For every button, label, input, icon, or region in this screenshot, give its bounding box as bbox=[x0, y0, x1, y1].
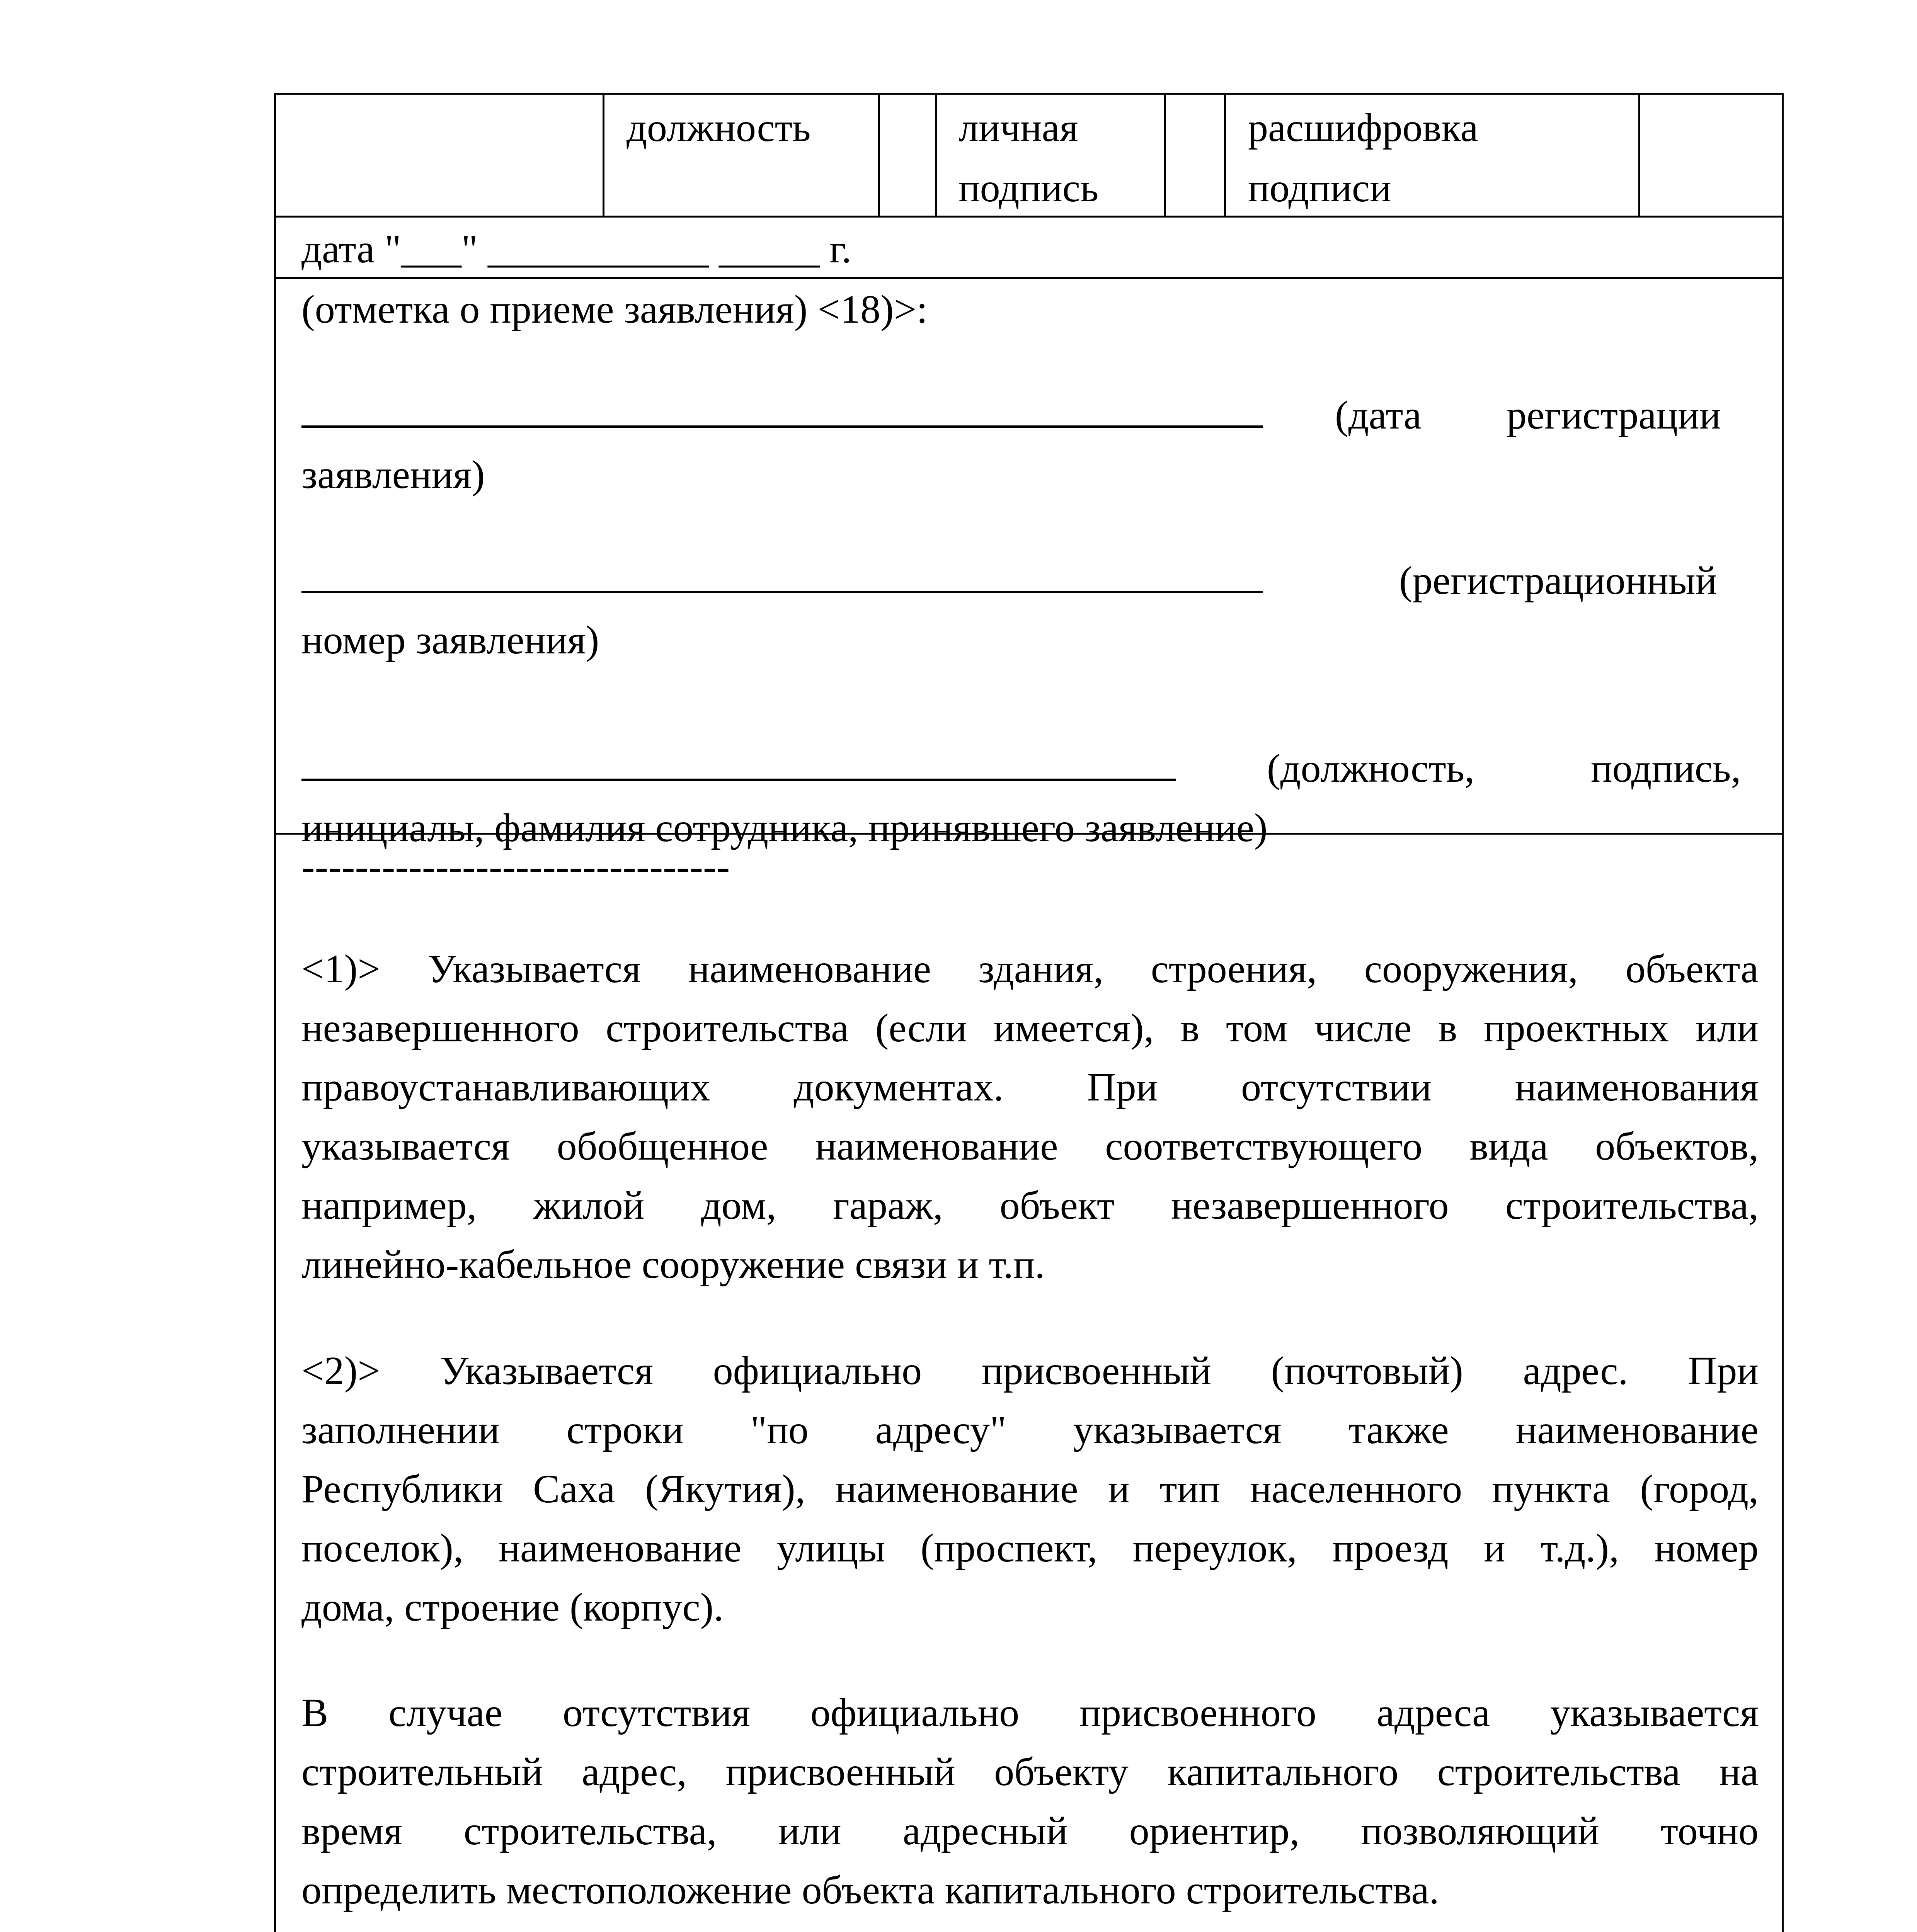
footnote-1-line: линейно-кабельное сооружение связи и т.п. bbox=[301, 1242, 1045, 1287]
acceptance-heading: (отметка о приеме заявления) <18)>: bbox=[301, 287, 928, 332]
employee-caption: подпись, bbox=[1591, 746, 1741, 791]
table-row-divider bbox=[276, 277, 1782, 279]
personal-signature-label: подпись bbox=[958, 166, 1099, 210]
footnote-2b-line: строительный адрес, присвоенный объекту капитального строительства на bbox=[301, 1750, 1759, 1794]
registration-date-caption: регистрации bbox=[1507, 393, 1721, 437]
blank-line bbox=[301, 552, 1263, 593]
personal-signature-label: личная bbox=[958, 105, 1078, 150]
footnote-2-line: Республики Саха (Якутия), наименование и тип населенного пункта (город, bbox=[301, 1467, 1759, 1511]
footnote-1-line: <1)> Указывается наименование здания, строения, сооружения, объекта bbox=[301, 947, 1759, 991]
footnote-1-line: например, жилой дом, гараж, объект незавершенного строительства, bbox=[301, 1183, 1759, 1228]
table-row-divider bbox=[276, 833, 1782, 835]
column-divider bbox=[878, 95, 880, 218]
position-label: должность bbox=[627, 105, 811, 150]
registration-number-caption: номер заявления) bbox=[301, 618, 599, 662]
column-divider bbox=[603, 95, 604, 218]
registration-number-blank bbox=[301, 550, 1263, 610]
registration-date-caption: (дата bbox=[1335, 393, 1422, 437]
column-divider bbox=[1638, 95, 1640, 218]
column-divider bbox=[935, 95, 937, 218]
signature-decoding-label: расшифровка bbox=[1248, 105, 1478, 150]
footnote-2-line: заполнении строки "по адресу" указывается также наименование bbox=[301, 1408, 1759, 1452]
footnote-1-line: указывается обобщенное наименование соответствующего вида объектов, bbox=[301, 1124, 1759, 1168]
date-line: дата "___" ___________ _____ г. bbox=[301, 227, 852, 271]
footnote-1-line: правоустанавливающих документах. При отсутствии наименования bbox=[301, 1065, 1759, 1109]
registration-date-caption: заявления) bbox=[301, 452, 485, 497]
footnote-2b-line: В случае отсутствия официально присвоенного адреса указывается bbox=[301, 1690, 1759, 1735]
footnote-2b-line: время строительства, или адресный ориентир, позволяющий точно bbox=[301, 1809, 1759, 1853]
footnote-2b-line: определить местоположение объекта капитального строительства. bbox=[301, 1868, 1439, 1912]
footnote-2-line: дома, строение (корпус). bbox=[301, 1585, 724, 1629]
employee-blank bbox=[301, 738, 1176, 798]
footnote-separator: -------------------------------- bbox=[301, 844, 730, 889]
employee-caption: (должность, bbox=[1267, 746, 1475, 791]
footnote-2-line: поселок), наименование улицы (проспект, переулок, проезд и т.д.), номер bbox=[301, 1526, 1759, 1570]
table-row-divider bbox=[276, 216, 1782, 218]
employee-caption: инициалы, фамилия сотрудника, принявшего заявление) bbox=[301, 806, 1268, 850]
column-divider bbox=[1224, 95, 1226, 218]
registration-number-caption: (регистрационный bbox=[1399, 558, 1717, 603]
blank-line bbox=[301, 387, 1263, 428]
column-divider bbox=[1164, 95, 1166, 218]
blank-line bbox=[301, 740, 1176, 781]
registration-date-blank bbox=[301, 384, 1263, 445]
footnote-2-line: <2)> Указывается официально присвоенный (почтовый) адрес. При bbox=[301, 1349, 1759, 1393]
document-frame bbox=[274, 93, 1784, 1932]
footnote-1-line: незавершенного строительства (если имеется), в том числе в проектных или bbox=[301, 1006, 1759, 1050]
signature-decoding-label: подписи bbox=[1248, 166, 1391, 210]
